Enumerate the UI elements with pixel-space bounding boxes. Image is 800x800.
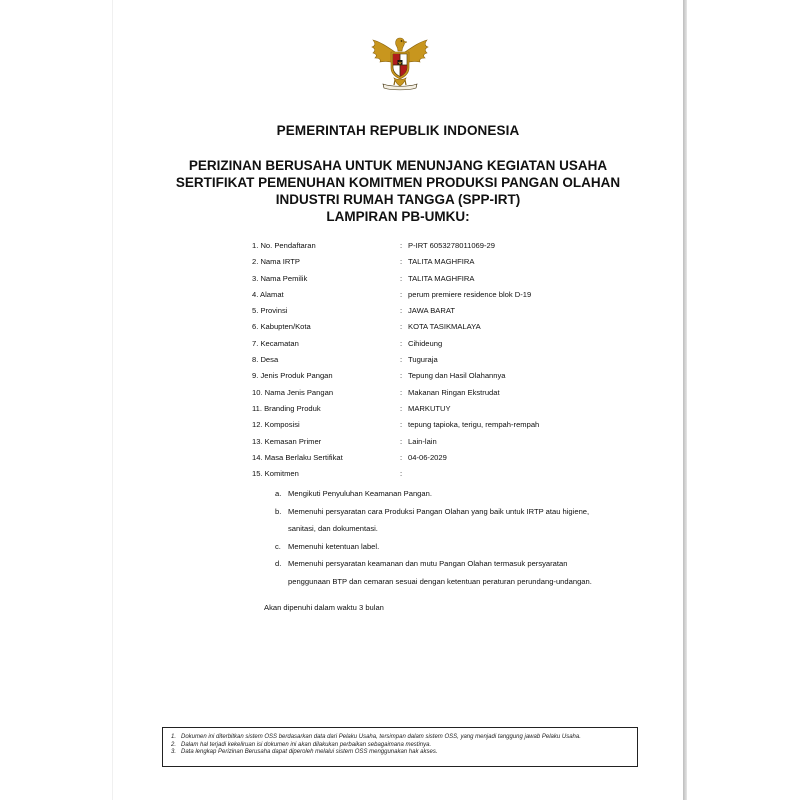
field-colon: : bbox=[400, 420, 403, 430]
field-colon: : bbox=[400, 403, 403, 413]
field-label: 12. Komposisi bbox=[252, 420, 300, 430]
komitmen-item bbox=[275, 503, 595, 538]
field-colon: : bbox=[400, 469, 403, 479]
komitmen-deadline-note: Akan dipenuhi dalam waktu 3 bulan bbox=[264, 603, 384, 612]
document-title bbox=[113, 157, 683, 225]
field-colon: : bbox=[400, 452, 403, 462]
field-row bbox=[252, 387, 652, 403]
footnote-box bbox=[162, 727, 638, 767]
footnote-text: Dokumen ini diterbitkan sistem OSS berdasarkan data dari Pelaku Usaha, tersimpan dalam sistem OSS, yang menjadi tanggung jawab Pelaku Usaha. bbox=[181, 734, 581, 740]
field-label: 10. Nama Jenis Pangan bbox=[252, 387, 334, 397]
komitmen-letter: d. bbox=[275, 559, 282, 568]
footnote bbox=[171, 734, 629, 742]
field-label: 11. Branding Produk bbox=[252, 403, 321, 413]
komitmen-text: Memenuhi persyaratan keamanan dan mutu Pangan Olahan termasuk persyaratan penggunaan BTP dan cemaran sesuai dengan ketentuan peraturan perundang-undangan. bbox=[288, 559, 592, 586]
field-value: Cihideung bbox=[408, 338, 443, 348]
page-edge-right bbox=[683, 0, 687, 800]
field-row bbox=[252, 354, 652, 370]
field-label: 14. Masa Berlaku Sertifikat bbox=[252, 452, 343, 462]
field-colon: : bbox=[400, 306, 403, 316]
certificate-fields bbox=[252, 240, 652, 484]
field-label: 2. Nama IRTP bbox=[252, 257, 300, 267]
field-row bbox=[252, 240, 652, 256]
field-label: 7. Kecamatan bbox=[252, 338, 299, 348]
field-colon: : bbox=[400, 387, 403, 397]
title-line: SERTIFIKAT PEMENUHAN KOMITMEN PRODUKSI PANGAN OLAHAN bbox=[175, 175, 621, 190]
field-label: 13. Kemasan Primer bbox=[252, 436, 322, 446]
field-row bbox=[252, 468, 652, 484]
komitmen-item bbox=[275, 555, 595, 590]
field-label: 5. Provinsi bbox=[252, 306, 288, 316]
document-header bbox=[113, 123, 683, 225]
footnote-number: 2. bbox=[171, 741, 177, 748]
field-label: 6. Kabupten/Kota bbox=[252, 322, 311, 332]
komitmen-list bbox=[275, 485, 595, 590]
government-heading: PEMERINTAH REPUBLIK INDONESIA bbox=[276, 123, 520, 138]
field-row bbox=[252, 273, 652, 289]
title-line: PERIZINAN BERUSAHA UNTUK MENUNJANG KEGIATAN USAHA bbox=[188, 158, 608, 173]
garuda-pancasila-emblem-icon bbox=[367, 34, 433, 92]
field-value: Lain-lain bbox=[408, 436, 437, 446]
field-row bbox=[252, 452, 652, 468]
field-value: TALITA MAGHFIRA bbox=[408, 257, 475, 267]
field-colon: : bbox=[400, 355, 403, 365]
field-value: JAWA BARAT bbox=[408, 306, 455, 316]
komitmen-letter: b. bbox=[275, 506, 282, 516]
field-row bbox=[252, 321, 652, 337]
field-row bbox=[252, 419, 652, 435]
field-value: tepung tapioka, terigu, rempah-rempah bbox=[408, 420, 540, 430]
field-colon: : bbox=[400, 273, 403, 283]
footnote-text: Data lengkap Perizinan Berusaha dapat diperoleh melalui sistem OSS menggunakan hak akses. bbox=[181, 749, 438, 756]
field-colon: : bbox=[400, 436, 403, 446]
field-colon: : bbox=[400, 371, 403, 381]
field-label: 4. Alamat bbox=[252, 289, 284, 299]
komitmen-text: Memenuhi persyaratan cara Produksi Pangan Olahan yang baik untuk IRTP atau higiene, sanitasi, dan dokumentasi. bbox=[288, 506, 590, 533]
footnote-number: 1. bbox=[171, 734, 177, 740]
title-line: INDUSTRI RUMAH TANGGA (SPP-IRT) bbox=[275, 192, 521, 207]
field-label: 1. No. Pendaftaran bbox=[252, 241, 316, 250]
komitmen-text: Memenuhi ketentuan label. bbox=[288, 541, 380, 551]
title-line: LAMPIRAN PB-UMKU: bbox=[326, 209, 470, 224]
field-label: 3. Nama Pemilik bbox=[252, 273, 308, 283]
field-value: Makanan Ringan Ekstrudat bbox=[408, 387, 500, 397]
field-value: KOTA TASIKMALAYA bbox=[408, 322, 481, 332]
footnote bbox=[171, 742, 629, 750]
field-label: 9. Jenis Produk Pangan bbox=[252, 371, 333, 381]
field-row bbox=[252, 403, 652, 419]
footnote-number: 3. bbox=[171, 749, 177, 756]
komitmen-letter: a. bbox=[275, 489, 282, 498]
field-row bbox=[252, 305, 652, 321]
field-value: Tuguraja bbox=[408, 355, 438, 365]
field-row bbox=[252, 370, 652, 386]
field-value: P-IRT 6053278011069-29 bbox=[408, 241, 495, 250]
field-value: MARKUTUY bbox=[408, 403, 451, 413]
field-label: 15. Komitmen bbox=[252, 469, 299, 479]
field-colon: : bbox=[400, 289, 403, 299]
field-value: TALITA MAGHFIRA bbox=[408, 273, 475, 283]
field-row bbox=[252, 289, 652, 305]
field-colon: : bbox=[400, 257, 403, 267]
field-row bbox=[252, 256, 652, 272]
field-colon: : bbox=[400, 241, 403, 250]
field-colon: : bbox=[400, 338, 403, 348]
komitmen-item bbox=[275, 485, 595, 503]
komitmen-text: Mengikuti Penyuluhan Keamanan Pangan. bbox=[288, 489, 432, 498]
footnote bbox=[171, 749, 629, 757]
field-colon: : bbox=[400, 322, 403, 332]
footnote-text: Dalam hal terjadi kekeliruan isi dokumen ini akan dilakukan perbaikan sebagaimana mestinya. bbox=[181, 741, 432, 748]
komitmen-letter: c. bbox=[275, 541, 281, 551]
field-row bbox=[252, 338, 652, 354]
field-row bbox=[252, 436, 652, 452]
field-value: Tepung dan Hasil Olahannya bbox=[408, 371, 506, 381]
field-label: 8. Desa bbox=[252, 355, 279, 365]
field-value: 04-06-2029 bbox=[408, 452, 447, 462]
field-value: perum premiere residence blok D-19 bbox=[408, 289, 532, 299]
komitmen-item bbox=[275, 538, 595, 556]
